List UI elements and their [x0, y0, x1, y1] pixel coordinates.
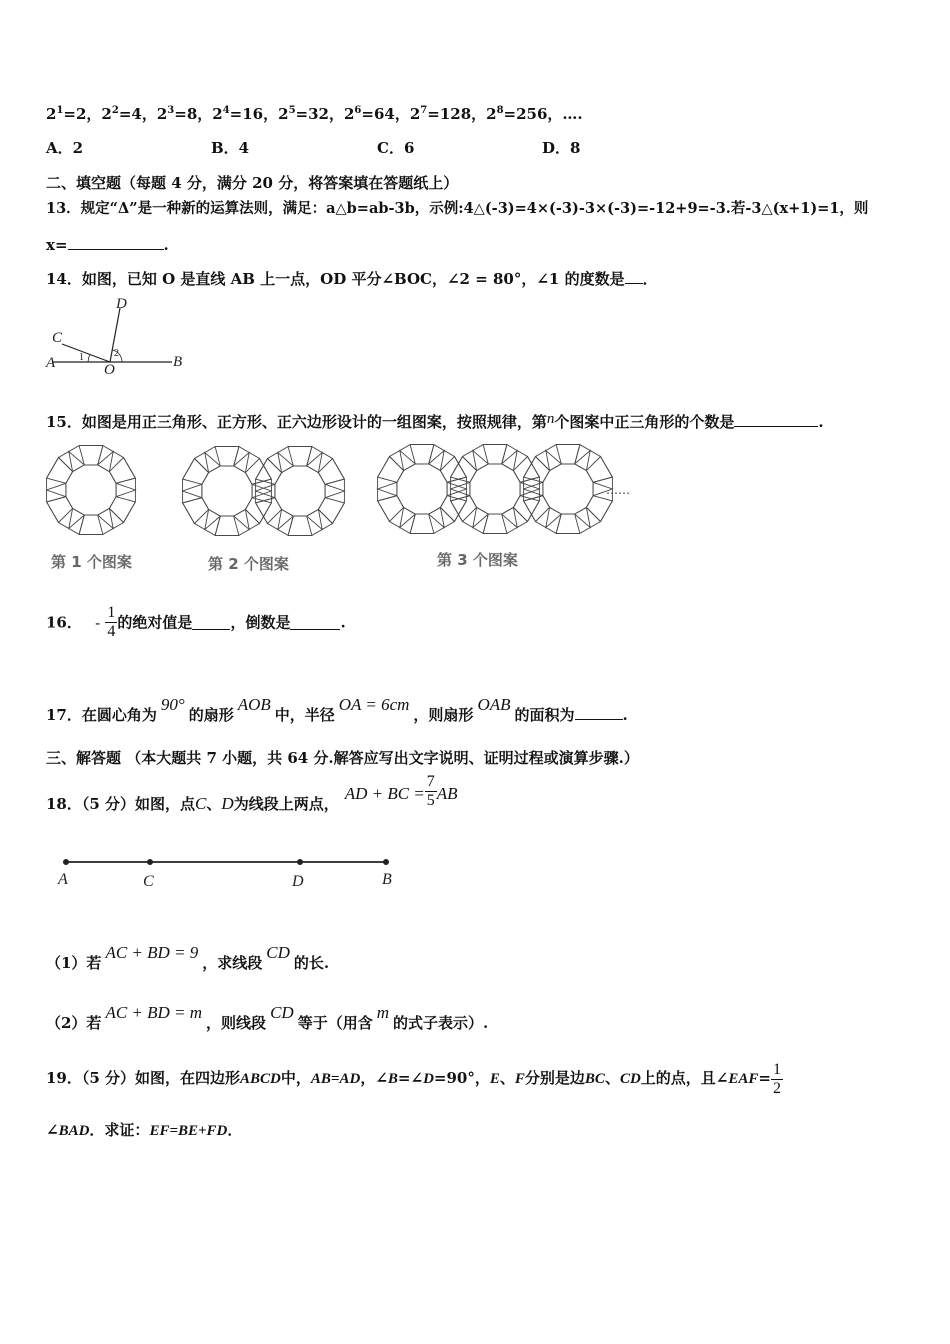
pattern-2-unit-a-square	[215, 516, 239, 535]
option-c: C．6	[377, 139, 415, 157]
question-13: 13．规定“Δ”是一种新的运算法则，满足：a△b=ab-3b，示例:4△(-3)=4×(-3)-3×(-3)=-12+9=-3.若-3△(x+1)=1，则	[46, 200, 869, 217]
pattern-3-unit-c-triangle	[546, 507, 562, 527]
pattern-3-unit-c-inner	[543, 464, 593, 514]
pattern-3-unit-b-triangle	[502, 507, 518, 527]
point-d	[297, 859, 303, 865]
question-14: 14．如图，已知 O 是直线 AB 上一点，OD 平分∠BOC，∠2 = 80°，∠1 的度数是 ．	[46, 270, 658, 288]
label-d: D	[116, 296, 127, 312]
pattern-2-unit-b-square	[288, 516, 312, 535]
question-18: 18．（5 分）如图，点C、D为线段上两点，AD + BC = $\frac{7}{5}$ AB	[46, 773, 458, 813]
arc-1	[88, 354, 90, 362]
pattern-3-unit-c-triangle	[546, 451, 562, 471]
pattern-2-unit-a-square	[215, 447, 239, 466]
fraction-seven-fifths: $\frac{7}{5}$	[426, 773, 435, 809]
pattern-1-unit-edge	[116, 478, 135, 483]
pattern-2-unit-b-triangle	[307, 509, 323, 529]
pattern-2-unit-a-edge	[183, 498, 202, 503]
label-b: B	[173, 354, 183, 370]
pattern-3-unit-b-square	[451, 457, 477, 483]
pattern-3-unit-a-square	[378, 457, 404, 483]
answer-blank	[68, 235, 164, 250]
pattern-3-unit-a-edge	[378, 496, 397, 501]
pattern-3-unit-b-square	[513, 496, 539, 522]
pattern-1-unit-edge	[47, 497, 66, 502]
pattern-3-unit-a-square	[410, 445, 434, 464]
pattern-1-unit-square	[47, 458, 73, 484]
pattern-3-unit-a-inner	[397, 464, 447, 514]
pattern-3-unit-c-edge	[575, 445, 580, 464]
pattern-3-unit-c-edge	[556, 514, 561, 533]
ray-oc	[62, 344, 110, 362]
segment-figure	[52, 852, 402, 894]
pattern-2-unit-b-edge	[325, 479, 344, 484]
pattern-1-unit-square	[109, 497, 135, 523]
pattern-3-unit-b-triangle	[473, 507, 489, 527]
angle-figure	[44, 296, 186, 378]
pattern-3-unit-a-triangle	[378, 482, 397, 495]
option-d: D．8	[542, 139, 581, 157]
label-b: B	[382, 871, 392, 888]
pattern-1-unit-triangle	[98, 452, 114, 472]
pattern-1-unit-triangle	[98, 508, 114, 528]
pattern-2-unit-a-edge	[252, 479, 271, 484]
pattern-2-unit-b-square	[256, 459, 282, 485]
option-a: A．2	[46, 139, 84, 157]
pattern-3-unit-c-square	[556, 514, 580, 533]
answer-blank	[734, 412, 818, 427]
pattern-3-unit-b-square	[483, 445, 507, 464]
caption-pattern-2: 第 2 个图案	[208, 555, 289, 573]
pattern-3-unit-c-triangle	[575, 451, 591, 471]
pattern-2-unit-a-square	[245, 498, 271, 524]
pattern-1-unit-edge	[79, 515, 84, 534]
label-c: C	[143, 873, 154, 890]
pattern-2-unit-b-square	[318, 498, 344, 524]
pattern-3-unit-a-triangle	[400, 451, 416, 471]
pattern-2-unit-a-edge	[215, 516, 220, 535]
pattern-3-unit-a-edge	[410, 514, 415, 533]
label-o: O	[104, 362, 115, 378]
pattern-1-unit-triangle	[47, 483, 66, 496]
pattern-2-unit-b-inner	[275, 466, 325, 516]
pattern-2-unit-b-triangle	[307, 453, 323, 473]
pattern-2-unit-a-edge	[234, 447, 239, 466]
label-d: D	[292, 873, 304, 890]
label-a: A	[58, 871, 68, 888]
pattern-3-unit-b-triangle	[502, 451, 518, 471]
question-19-cont: ∠BAD．求证：EF=BE+FD．	[46, 1121, 243, 1139]
pattern-3-unit-a-square	[410, 514, 434, 533]
label-angle-2: 2	[114, 348, 119, 359]
question-15: 15．如图是用正三角形、正方形、正六边形设计的一组图案，按照规律，第n个图案中正三角形的个数是 .	[46, 411, 824, 431]
pattern-3-unit-b-edge	[483, 514, 488, 533]
pattern-2-unit-a-inner	[202, 466, 252, 516]
pattern-1-unit-edge	[98, 446, 103, 465]
pattern-2-unit-b-square	[288, 447, 312, 466]
pattern-3-unit-b-inner	[470, 464, 520, 514]
pattern-2-unit-b-triangle	[278, 453, 294, 473]
option-b: B．4	[211, 139, 250, 157]
pattern-1-unit-inner	[66, 465, 116, 515]
fraction-one-half: $\frac{1}{2}$	[772, 1060, 781, 1097]
section-2-heading: 二、填空题（每题 4 分，满分 20 分，将答案填在答题纸上）	[46, 174, 459, 192]
pattern-3-unit-b-edge	[520, 477, 539, 482]
answer-blank	[625, 269, 643, 284]
pattern-2-unit-a-triangle	[205, 509, 221, 529]
pattern-3-unit-b-edge	[451, 496, 470, 501]
question-18-part-2: （2）若AC + BD = m，则线段CD等于（用含m的式子表示）.	[46, 1003, 489, 1032]
pattern-2-unit-b-edge	[307, 447, 312, 466]
pattern-3-unit-a-edge	[429, 445, 434, 464]
pattern-3-unit-a-edge	[447, 477, 466, 482]
pattern-2-unit-b-edge	[256, 498, 275, 503]
pattern-2-unit-a-triangle	[205, 453, 221, 473]
pattern-3-unit-c-square	[524, 457, 550, 483]
pattern-3-unit-b-triangle	[473, 451, 489, 471]
pattern-2-unit-a-triangle	[234, 453, 250, 473]
section-3-heading: 三、解答题 （本大题共 7 小题，共 64 分.解答应写出文字说明、证明过程或演算步骤.）	[46, 749, 639, 767]
pattern-2-unit-b-triangle	[325, 484, 344, 497]
label-c: C	[52, 330, 63, 346]
pattern-2-unit-b-edge	[288, 516, 293, 535]
question-13-cont: x= .	[46, 236, 169, 254]
answer-blank	[575, 705, 623, 720]
fraction-one-quarter: $\frac{1}{4}$	[107, 604, 116, 640]
pattern-1-unit-triangle	[69, 508, 85, 528]
question-19: 19．（5 分）如图，在四边形ABCD中，AB=AD，∠B=∠D=90°，E、F分别是边BC、CD上的点，且∠EAF= $\frac{1}{2}$	[46, 1060, 781, 1097]
pattern-3-unit-c-triangle	[575, 507, 591, 527]
label-angle-1: 1	[79, 352, 84, 363]
pattern-3-unit-a-triangle	[429, 507, 445, 527]
caption-pattern-3: 第 3 个图案	[437, 551, 518, 569]
pattern-1-unit-triangle	[116, 483, 135, 496]
caption-pattern-1: 第 1 个图案	[51, 553, 132, 571]
pattern-2-unit-a-triangle	[234, 509, 250, 529]
point-a	[63, 859, 69, 865]
point-b	[383, 859, 389, 865]
pattern-3-unit-a-triangle	[429, 451, 445, 471]
pattern-1-unit-square	[79, 446, 103, 465]
pattern-2-unit-a-square	[183, 459, 209, 485]
pattern-3-unit-c-edge	[524, 496, 543, 501]
pattern-3-unit-c-edge	[593, 477, 612, 482]
pattern-2-unit-a-triangle	[183, 484, 202, 497]
pattern-3-unit-c-square	[556, 445, 580, 464]
question-16: 16． - $\frac{1}{4}$ 的绝对值是 ，倒数是 .	[46, 604, 346, 640]
pattern-1-unit-triangle	[69, 452, 85, 472]
pattern-ellipsis: ……	[606, 483, 630, 497]
pattern-3-unit-a-triangle	[400, 507, 416, 527]
label-a: A	[46, 355, 56, 371]
question-18-part-1: （1）若AC + BD = 9，求线段CD的长.	[46, 943, 330, 972]
answer-blank	[192, 615, 230, 630]
pattern-1-unit-square	[79, 515, 103, 534]
pattern-3-unit-c-square	[586, 496, 612, 522]
powers-sequence: $2^1=2$，$2^2=4$，$2^3=8$，$2^4=16$，$2^5=32$，$2^6=64$，$2^7=128$，$2^8=256$，….	[46, 105, 583, 123]
answer-blank	[290, 615, 340, 630]
pattern-2-unit-b-triangle	[278, 509, 294, 529]
point-c	[147, 859, 153, 865]
question-17: 17．在圆心角为90°的扇形AOB中，半径OA = 6cm，则扇形OAB的面积为 .	[46, 695, 628, 724]
pattern-3-unit-a-square	[440, 496, 466, 522]
pattern-figures	[40, 438, 660, 546]
pattern-3-unit-b-edge	[502, 445, 507, 464]
pattern-3-unit-b-square	[483, 514, 507, 533]
